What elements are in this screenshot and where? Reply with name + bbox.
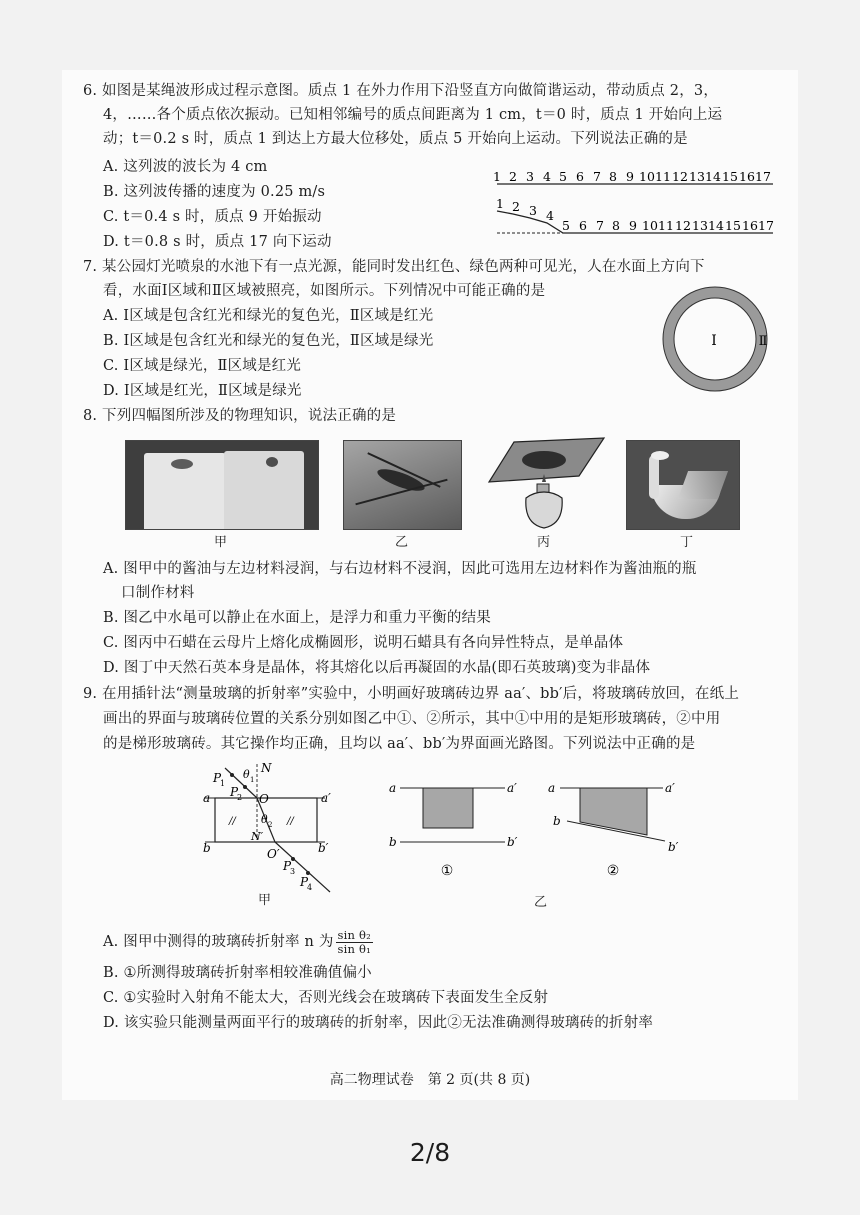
- rope-point-label-wave: 11: [658, 218, 674, 233]
- rope-point-label-initial: 3: [526, 169, 534, 184]
- rope-point-label-initial: 2: [509, 169, 517, 184]
- fig2-label-a-prime: a′: [665, 781, 675, 795]
- rope-point-label-initial: 13: [689, 169, 705, 184]
- rope-point-label-wave: 8: [612, 218, 620, 233]
- label-p2-sub: 2: [237, 793, 243, 802]
- q6-option-d: D. t＝0.8 s 时，质点 17 向下运动: [103, 234, 332, 250]
- label-p4: P: [300, 875, 309, 889]
- fig2-label-a: a: [548, 781, 556, 795]
- q8-option-c: C. 图丙中石蜡在云母片上熔化成椭圆形，说明石蜡具有各向异性特点，是单晶体: [103, 635, 624, 651]
- fig1-label-a-prime: a′: [507, 781, 517, 795]
- rope-point-label-wave: 10: [642, 218, 658, 233]
- rope-point-label-wave: 14: [708, 218, 724, 233]
- label-theta1-sub: 1: [250, 776, 255, 784]
- rope-point-label-initial: 8: [609, 169, 617, 184]
- rope-point-label-initial: 6: [576, 169, 584, 184]
- caption-yi: 乙: [395, 535, 409, 550]
- refraction-diagram-yi: [385, 775, 700, 885]
- q7-option-b: B. Ⅰ区域是包含红光和绿光的复色光，Ⅱ区域是绿光: [103, 333, 434, 349]
- rope-point-label-wave: 5: [562, 218, 570, 233]
- q6-stem-line1: 6. 如图是某绳波形成过程示意图。质点 1 在外力作用下沿竖直方向做简谐运动，带动质点 2，3，: [83, 83, 719, 99]
- label-p1-sub: 1: [220, 779, 226, 788]
- q7-option-d: D. Ⅰ区域是红光，Ⅱ区域是绿光: [103, 383, 302, 399]
- fig1-glass-rect: [423, 788, 473, 828]
- rope-point-label-wave: 16: [742, 218, 758, 233]
- q9-stem-line3: 的是梯形玻璃砖。其它操作均正确，且均以 aa′、bb′为界面画光路图。下列说法中正确的是: [103, 736, 696, 752]
- rope-point-label-initial: 14: [705, 169, 721, 184]
- rope-point-label-initial: 12: [672, 169, 688, 184]
- label-p3: P: [283, 859, 292, 873]
- fig2-label-circled-2: ②: [606, 863, 620, 879]
- fig1-label-a: a: [389, 781, 397, 795]
- region-2-label: Ⅱ: [758, 334, 768, 349]
- q8-stem: 8. 下列四幅图所涉及的物理知识，说法正确的是: [83, 408, 397, 424]
- rope-point-label-initial: 4: [543, 169, 551, 184]
- image-bing-mica-wax: [484, 436, 606, 532]
- rope-row-initial: [493, 169, 771, 184]
- photo-ding-crystal-swan: [626, 440, 740, 530]
- q8-option-b: B. 图乙中水黾可以静止在水面上，是浮力和重力平衡的结果: [103, 610, 491, 626]
- fraction-denominator: sin θ₁: [337, 941, 371, 956]
- label-theta2: θ: [261, 813, 268, 826]
- q7-option-c: C. Ⅰ区域是绿光，Ⅱ区域是红光: [103, 358, 302, 374]
- fig2-label-b: b: [553, 814, 561, 828]
- label-p2: P: [230, 785, 239, 799]
- fig1-label-b-prime: b′: [507, 835, 518, 849]
- q9-option-b: B. ①所测得玻璃砖折射率相较准确值偏小: [103, 965, 372, 981]
- label-o: O: [259, 792, 269, 806]
- rope-point-label-wave: 12: [675, 218, 691, 233]
- q8-option-a-line1: A. 图甲中的酱油与左边材料浸润，与右边材料不浸润，因此可选用左边材料作为酱油瓶的瓶: [103, 561, 697, 577]
- label-theta2-sub: 2: [268, 821, 273, 829]
- q8-option-a-line2: 口制作材料: [121, 585, 195, 601]
- rope-point-label-initial: 17: [755, 169, 771, 184]
- fig2-glass-trapezoid: [580, 788, 647, 835]
- label-a: a: [203, 791, 211, 805]
- fig2-label-b-prime: b′: [668, 840, 679, 854]
- caption-ding: 丁: [680, 535, 694, 550]
- hatch-left: //: [229, 816, 236, 827]
- label-b: b: [203, 841, 211, 855]
- rope-point-label-wave: 13: [692, 218, 708, 233]
- rope-point-label-wave: 1: [496, 196, 504, 211]
- q9-option-d: D. 该实验只能测量两面平行的玻璃砖的折射率，因此②无法准确测得玻璃砖的折射率: [103, 1015, 654, 1031]
- page-indicator: 2/8: [409, 1138, 451, 1167]
- label-p1: P: [213, 771, 222, 785]
- rope-point-label-initial: 9: [626, 169, 634, 184]
- photo-jia-soy-sauce: [125, 440, 319, 530]
- q9-option-c: C. ①实验时入射角不能太大，否则光线会在玻璃砖下表面发生全反射: [103, 990, 549, 1006]
- fig-jia-caption: 甲: [258, 893, 272, 908]
- label-a-prime: a′: [321, 791, 331, 805]
- rope-point-label-initial: 10: [639, 169, 655, 184]
- rope-point-label-wave: 9: [629, 218, 637, 233]
- label-b-prime: b′: [318, 841, 329, 855]
- q7-stem-line1: 7. 某公园灯光喷泉的水池下有一点光源，能同时发出红色、绿色两种可见光，人在水面上方向下: [83, 259, 705, 275]
- q9-stem-line1: 9. 在用插针法“测量玻璃的折射率”实验中，小明画好玻璃砖边界 aa′、bb′后，将玻璃砖放回，在纸上: [83, 686, 740, 702]
- rope-wave-diagram: [490, 165, 790, 245]
- fig-yi-caption: 乙: [534, 895, 548, 910]
- q6-option-c: C. t＝0.4 s 时，质点 9 开始振动: [103, 209, 322, 225]
- q6-stem-line2: 4，……各个质点依次振动。已知相邻编号的质点间距离为 1 cm，t＝0 时，质点 1 开始向上运: [103, 107, 723, 123]
- rope-point-label-initial: 15: [722, 169, 738, 184]
- rope-point-label-initial: 7: [593, 169, 601, 184]
- rope-point-label-wave: 2: [512, 199, 520, 214]
- rope-point-label-initial: 16: [739, 169, 755, 184]
- rope-point-label-initial: 1: [493, 169, 501, 184]
- refraction-diagram-jia: [195, 760, 345, 905]
- rope-point-label-initial: 11: [655, 169, 671, 184]
- caption-jia: 甲: [214, 535, 228, 550]
- fig1-label-b: b: [389, 835, 397, 849]
- q9-option-a-text: A. 图甲中测得的玻璃砖折射率 n 为: [103, 934, 334, 950]
- caption-bing: 丙: [537, 535, 551, 550]
- q9-stem-line2: 画出的界面与玻璃砖位置的关系分别如图乙中①、②所示，其中①中用的是矩形玻璃砖，②中用: [103, 711, 721, 727]
- page-footer: 高二物理试卷 第 2 页(共 8 页): [329, 1072, 531, 1088]
- refractive-index-fraction: [336, 929, 373, 956]
- rope-point-label-wave: 15: [725, 218, 741, 233]
- fraction-numerator: sin θ₂: [337, 927, 371, 942]
- photo-yi-water-strider: [343, 440, 462, 530]
- label-n-prime: N′: [251, 830, 264, 843]
- rope-point-label-wave: 3: [529, 203, 537, 218]
- rope-point-label-initial: 5: [559, 169, 567, 184]
- hatch-right: //: [287, 816, 294, 827]
- label-n: N: [261, 761, 272, 775]
- rope-point-label-wave: 6: [579, 218, 587, 233]
- rope-point-label-wave: 17: [758, 218, 774, 233]
- rope-point-label-wave: 7: [596, 218, 604, 233]
- label-p3-sub: 3: [290, 867, 296, 876]
- q6-option-a: A. 这列波的波长为 4 cm: [103, 159, 268, 175]
- label-o-prime: O′: [267, 847, 280, 861]
- q6-option-b: B. 这列波传播的速度为 0.25 m/s: [103, 184, 326, 200]
- region-1-label: Ⅰ: [711, 333, 717, 349]
- label-p4-sub: 4: [307, 883, 313, 892]
- q6-stem-line3: 动；t＝0.2 s 时，质点 1 到达上方最大位移处，质点 5 开始向上运动。下列说法正确的是: [103, 131, 688, 147]
- fig1-label-circled-1: ①: [440, 863, 454, 879]
- q9-option-a: [103, 925, 373, 959]
- rope-point-label-wave: 4: [546, 208, 554, 223]
- rope-row-wave: [496, 196, 774, 233]
- label-theta1: θ: [243, 768, 250, 781]
- q7-stem-line2: 看，水面Ⅰ区域和Ⅱ区域被照亮，如图所示。下列情况中可能正确的是: [103, 283, 546, 299]
- q7-option-a: A. Ⅰ区域是包含红光和绿光的复色光，Ⅱ区域是红光: [103, 308, 434, 324]
- q8-option-d: D. 图丁中天然石英本身是晶体，将其熔化以后再凝固的水晶(即石英玻璃)变为非晶体: [103, 660, 651, 676]
- light-ring-diagram: [655, 285, 780, 400]
